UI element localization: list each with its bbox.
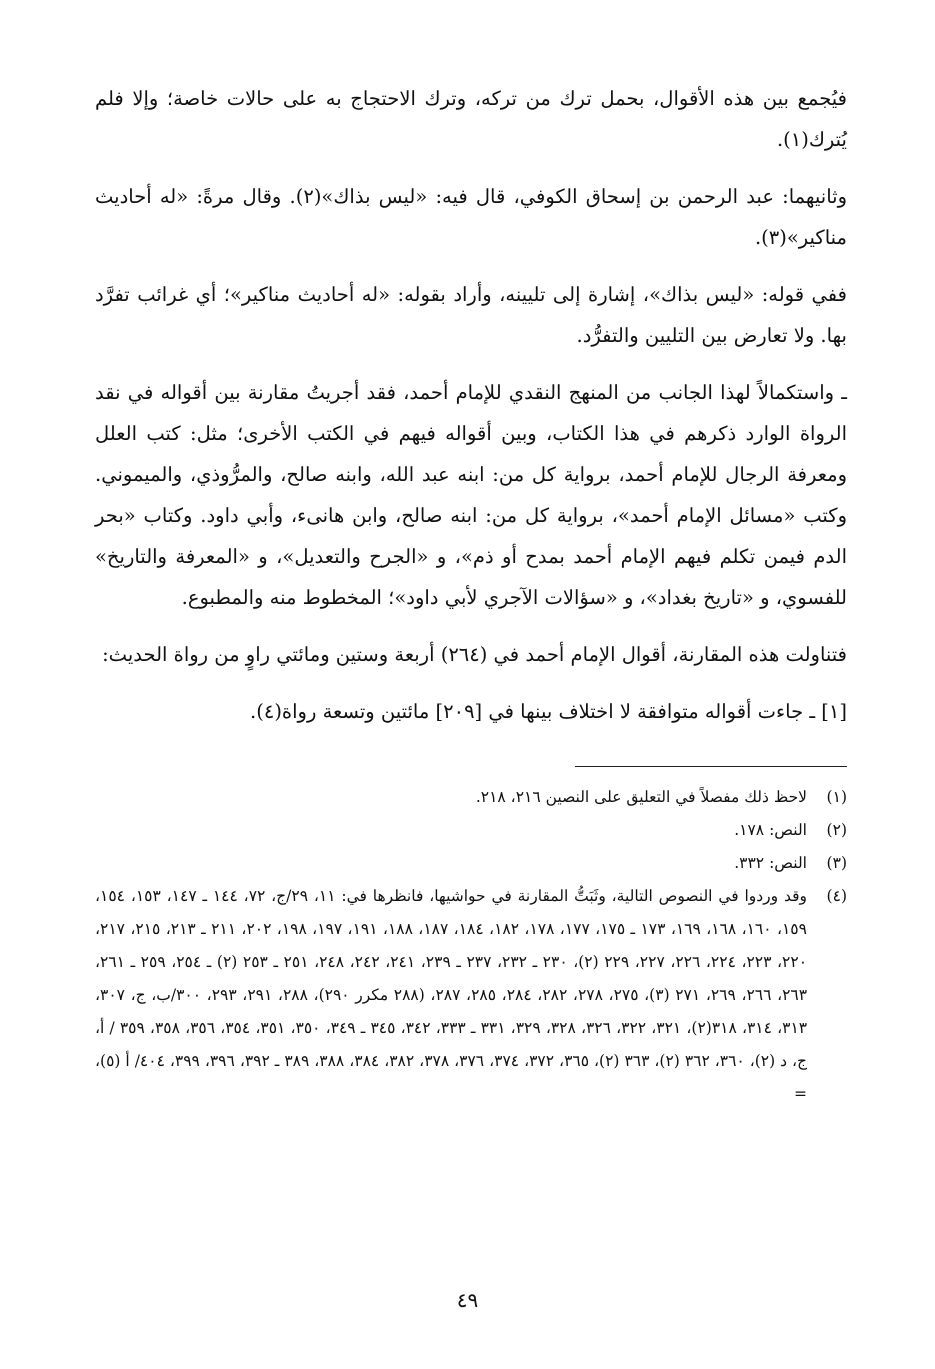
paragraph-1: فيُجمع بين هذه الأقوال، بحمل ترك من تركه، وترك الاحتجاج به على حالات خاصة؛ وإلا فلم يُترك(١). <box>95 87 847 151</box>
footnote-number: (٢) <box>826 821 847 839</box>
footnote-text: لاحظ ذلك مفصلاً في التعليق على النصين ٢١٦، ٢١٨. <box>475 788 807 806</box>
paragraph-2: وثانيهما: عبد الرحمن بن إسحاق الكوفي، قال فيه: «ليس بذاك»(٢). وقال مرةً: «له أحاديث مناكير»(٣). <box>95 185 847 249</box>
paragraph-3: ففي قوله: «ليس بذاك»، إشارة إلى تليينه، وأراد بقوله: «له أحاديث مناكير»؛ أي غرائب تفرَّد بها. ولا تعارض بين التليين والتفرُّد. <box>95 283 847 347</box>
footnote-number: (٤) <box>826 887 847 905</box>
footnote-1 <box>95 781 847 814</box>
footnote-text: النص: ٣٣٢. <box>734 854 807 872</box>
paragraph-4: ـ واستكمالاً لهذا الجانب من المنهج النقدي للإمام أحمد، فقد أجريتُ مقارنة بين أقواله في نقد الرواة الوارد ذكرهم في هذا الكتاب، وبين أقواله فيهم في الكتب الأخرى؛ مثل: كتب العلل ومعرفة الرجال للإمام أحمد، برواية كل من: ابنه عبد الله، وابنه صالح، والمرُّوذي، والميموني. وكتب «مسائل الإمام أحمد»، برواية كل من: ابنه صالح، وابن هانىء، وأبي داود. وكتاب «بحر الدم فيمن تكلم فيهم الإمام أحمد بمدح أو ذم»، و «الجرح والتعديل»، و «المعرفة والتاريخ» للفسوي، و «تاريخ بغداد»، و «سؤالات الآجري لأبي داود»؛ المخطوط منه والمطبوع. <box>95 381 847 609</box>
footnote-2 <box>95 814 847 847</box>
footnote-separator <box>575 766 847 767</box>
footnote-separator-row <box>95 748 847 781</box>
footnote-3 <box>95 847 847 880</box>
footnote-number: (١) <box>826 788 847 806</box>
footnote-4 <box>95 880 847 1111</box>
footnotes <box>95 781 847 1111</box>
footnote-text: النص: ١٧٨. <box>734 821 807 839</box>
footnote-text: وقد وردوا في النصوص التالية، وثَبَتُّ المقارنة في حواشيها، فانظرها في: ١١، ٢٩/ج، ٧٢، ١٤٤ ـ ١٤٧، ١٥٣، ١٥٤، ١٥٩، ١٦٠، ١٦٨، ١٦٩، ١٧٣ ـ ١٧٥، ١٧٧، ١٧٨، ١٨٢، ١٨٤، ١٨٧، ١٨٨، ١٩١، ١٩٧، ١٩٨، ٢٠٢، ٢١١ ـ ٢١٣، ٢١٥، ٢١٧، ٢٢٠، ٢٢٣، ٢٢٤، ٢٢٦، ٢٢٧، ٢٢٩ (٢)، ٢٣٠ ـ ٢٣٢، ٢٣٧ ـ ٢٣٩، ٢٤١، ٢٤٢، ٢٤٨، ٢٥١ ـ ٢٥٣ (٢) ـ ٢٥٤، ٢٥٩ ـ ٢٦١، ٢٦٣، ٢٦٦، ٢٦٩، ٢٧١ (٣)، ٢٧٥، ٢٧٨، ٢٨٢، ٢٨٤، ٢٨٥، ٢٨٧، (٢٨٨ مكرر ٢٩٠)، ٢٨٨، ٢٩١، ٢٩٣، ٣٠٠/ب، ج، ٣٠٧، ٣١٣، ٣١٤، ٣١٨(٢)، ٣٢١، ٣٢٢، ٣٢٦، ٣٢٨، ٣٢٩، ٣٣١ ـ ٣٣٣، ٣٤٢، ٣٤٥ ـ ٣٤٩، ٣٥٠، ٣٥١، ٣٥٤، ٣٥٦، ٣٥٨، ٣٥٩ / أ، ج، د (٢)، ٣٦٠، ٣٦٢ (٢)، ٣٦٣ (٢)، ٣٦٥، ٣٧٢، ٣٧٤، ٣٧٦، ٣٧٨، ٣٨٢، ٣٨٤، ٣٨٨، ٣٨٩ ـ ٣٩٢، ٣٩٦، ٣٩٩، ٤٠٤/ أ (٥)، = <box>95 887 808 1103</box>
paragraph-6: [١] ـ جاءت أقواله متوافقة لا اختلاف بينها في [٢٠٩] مائتين وتسعة رواة(٤). <box>250 700 847 723</box>
footnote-number: (٣) <box>826 854 847 872</box>
page-body <box>95 78 847 1111</box>
paragraph-5: فتناولت هذه المقارنة، أقوال الإمام أحمد في (٢٦٤) أربعة وستين ومائتي راوٍ من رواة الحديث: <box>102 643 847 666</box>
page-number: ٤٩ <box>456 1288 479 1312</box>
